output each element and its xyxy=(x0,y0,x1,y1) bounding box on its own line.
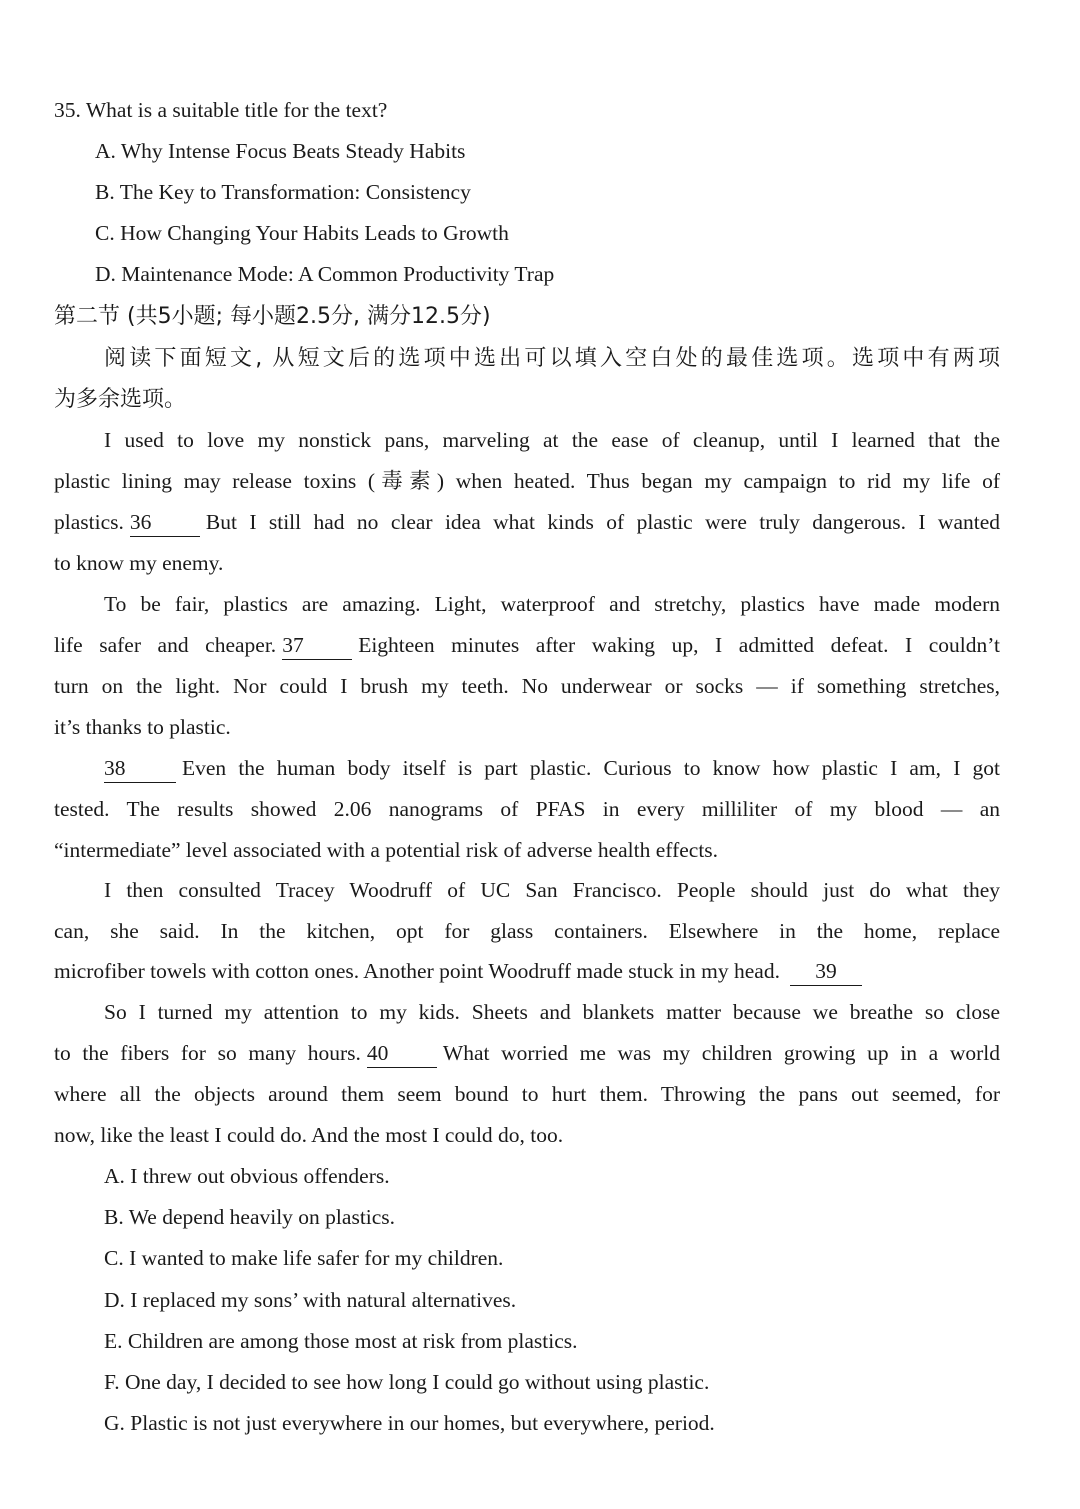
passage-p5-line1: So I turned my attention to my kids. Sheets and blankets matter because we breathe so close xyxy=(104,1000,1000,1024)
passage-p5-line4: now, like the least I could do. And the most I could do, too. xyxy=(54,1123,564,1147)
passage-p5-line2 xyxy=(54,1033,1000,1074)
passage-p4-line3-text: microfiber towels with cotton ones. Another point Woodruff made stuck in my head. xyxy=(54,959,780,983)
choice-a: A. I threw out obvious offenders. xyxy=(104,1164,390,1188)
passage-p3-line1-text: Even the human body itself is part plastic. Curious to know how plastic I am, I got xyxy=(182,756,1000,780)
passage-p1-line3 xyxy=(54,502,1000,543)
passage-p5-line3: where all the objects around them seem bound to hurt them. Throwing the pans out seemed, for xyxy=(54,1082,1000,1106)
passage-p4-line2: can, she said. In the kitchen, opt for glass containers. Elsewhere in the home, replace xyxy=(54,919,1000,943)
passage-p3-line3: “intermediate” level associated with a potential risk of adverse health effects. xyxy=(54,838,719,862)
blank-39: 39 xyxy=(790,957,862,986)
q35-option-a: A. Why Intense Focus Beats Steady Habits xyxy=(95,139,466,163)
section-heading: 第二节 (共5小题; 每小题2.5分, 满分12.5分) xyxy=(54,304,491,329)
passage-p1-line4: to know my enemy. xyxy=(54,551,224,575)
passage-p2-line2-end: Eighteen minutes after waking up, I admitted defeat. I couldn’t xyxy=(358,633,1000,657)
choice-g: G. Plastic is not just everywhere in our homes, but everywhere, period. xyxy=(104,1411,715,1435)
passage-p4-line3 xyxy=(54,951,868,992)
choice-c: C. I wanted to make life safer for my children. xyxy=(104,1246,504,1270)
passage-p5-line2-end: What worried me was my children growing up in a world xyxy=(442,1041,1001,1065)
passage-p1-line3-start: plastics. xyxy=(54,510,124,534)
passage-p1-line1: I used to love my nonstick pans, marveling at the ease of cleanup, until I learned that the xyxy=(104,428,1000,452)
question-35-stem: 35. What is a suitable title for the text? xyxy=(54,98,388,122)
passage-p3-line1 xyxy=(98,748,1000,789)
blank-37: 37 xyxy=(282,631,352,660)
section-instruction-line1: 阅读下面短文, 从短文后的选项中选出可以填入空白处的最佳选项。选项中有两项 xyxy=(104,346,1000,371)
passage-p3-line2: tested. The results showed 2.06 nanograms of PFAS in every milliliter of my blood — an xyxy=(54,797,1000,821)
passage-p1-line3-end: But I still had no clear idea what kinds of plastic were truly dangerous. I wanted xyxy=(205,510,1000,534)
blank-36: 36 xyxy=(130,508,200,537)
choice-e: E. Children are among those most at risk from plastics. xyxy=(104,1329,578,1353)
choice-b: B. We depend heavily on plastics. xyxy=(104,1205,396,1229)
passage-p2-line1: To be fair, plastics are amazing. Light, waterproof and stretchy, plastics have made modern xyxy=(104,592,1000,616)
passage-p2-line4: it’s thanks to plastic. xyxy=(54,715,231,739)
q35-option-d: D. Maintenance Mode: A Common Productivity Trap xyxy=(95,262,555,286)
passage-p2-line3: turn on the light. Nor could I brush my teeth. No underwear or socks — if something stretches, xyxy=(54,674,1000,698)
passage-p2-line2 xyxy=(54,625,1000,666)
passage-p4-line1: I then consulted Tracey Woodruff of UC San Francisco. People should just do what they xyxy=(104,878,1000,902)
passage-p5-line2-start: to the fibers for so many hours. xyxy=(54,1041,361,1065)
q35-option-b: B. The Key to Transformation: Consistency xyxy=(95,180,471,204)
blank-38: 38 xyxy=(104,754,176,783)
passage-p1-line2: plastic lining may release toxins (毒素) when heated. Thus began my campaign to rid my life of xyxy=(54,469,1000,493)
blank-40: 40 xyxy=(367,1039,437,1068)
choice-d: D. I replaced my sons’ with natural alternatives. xyxy=(104,1288,517,1312)
passage-p2-line2-start: life safer and cheaper. xyxy=(54,633,277,657)
section-instruction-line2: 为多余选项。 xyxy=(54,387,187,412)
q35-option-c: C. How Changing Your Habits Leads to Growth xyxy=(95,221,509,245)
choice-f: F. One day, I decided to see how long I could go without using plastic. xyxy=(104,1370,710,1394)
